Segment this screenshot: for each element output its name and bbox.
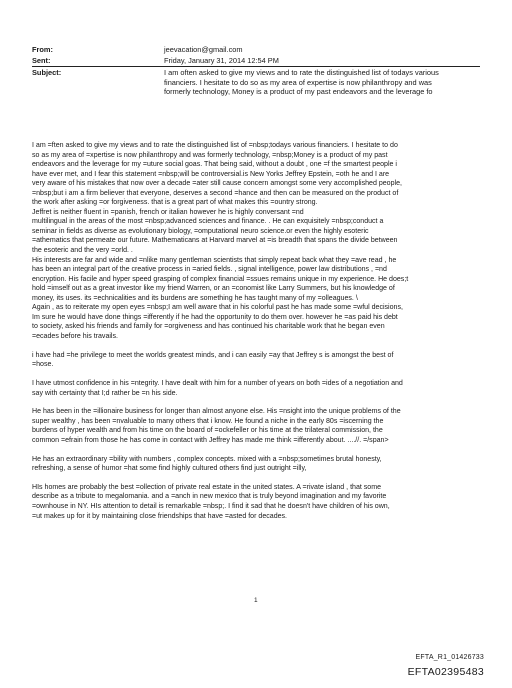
body-paragraph-5: He has an extraordinary =bility with numbers , complex concepts. mixed with a =nbsp;sometimes brutal honesty, refreshing, a sense of humor =hat some find highly cultured others find just outright =illy, (32, 455, 382, 473)
bates-number-large: EFTA02395483 (407, 666, 484, 678)
body-paragraph-6: HIs homes are probably the best =ollection of private real estate in the united states. A =rivate island , that some describe as a tribute to megalomania. and a =anch in new mexico that is truly beyond imagination and my favorite =ownhouse in NY. HIs attention to detail is remarkable =nbsp;. I find it sad that he doesn't have children of his own, =ut makes up for it by maintaining close friendships that have =asted for decades. (32, 483, 390, 520)
header-divider (32, 66, 480, 67)
subject-value: I am often asked to give my views and to rate the distinguished list of todays various financiers. I hesitate to do so as my area of expertise is now philanthropy and was formerly technology, Money is a product of my past endeavors and the leverage fo (164, 68, 439, 97)
body-paragraph-1: I am =ften asked to give my views and to rate the distinguished list of =nbsp;todays various financiers. I hesitate to do so as my area of =xpertise is now philanthropy and was formerly technology, =nbsp;Money is a product of my past endeavors and the leverage for my =uture social goas. That being said, without a doubt , one =f the smartest people i have ever met, and I fear this statement =nbsp;will be controversial.is New Yorks Jeffrey Epstein, =oth he and I are very aware of his mistakes that now over a decade =ater still cause concern amongst some very accomplished people, =nbsp;but i am a firm believer that everyone, deserves a second =hance and then can be measured on the product of the work after asking =or forgiveness. that is a great part of what makes this =ountry strong. Jeffret is neither fluent in =panish, french or italian however he is highly conversant =nd multilingual in the areas of the most =nbsp;advanced sciences and finance. . He can exquisitely =nbsp;conduct a seminar in fields as diverse as evolutionary biology, =omputational neuro science.or even the highly esoteric =athematics that permeate our future. Mathematicans at Harvard marvel at =is breadth that spans the divide between the esoteric and the very =orld. . His interests are far and wide and =nlike many gentleman scientists that simply repeat back what they =ave read , he has been an integral part of the creative process in =aried fields. , signal intelligence, power law distributions , =nd encryption. His facile and hyper speed grasping of complex financial =ssues remains unique in my experience. He does;t hold =imself out as a great investor like my friend Warren, or an =conomist like Larry Summers, but his knowledge of money, its uses. its =echnicalities and its burdens are something he has taught many of my =olleagues. \ Again , as to reiterate my open eyes =nbsp;I am well aware that in his colorful past he has made some =wful decisions, Im sure he would have done things =ifferently if he had the opportunity to do them over. however he =as paid his debt to society, asked his friends and family for =orgiveness and has continued his charitable work that he began even =ecades before his travails. (32, 142, 409, 340)
bates-number-small: EFTA_R1_01426733 (415, 654, 484, 661)
subject-label: Subject: (32, 68, 62, 77)
body-paragraph-3: I have utmost confidence in his =ntegrity. I have dealt with him for a number of years on both =ides of a negotiation and say with certainty that I;d rather be =n his side. (32, 379, 403, 397)
sent-label: Sent: (32, 56, 51, 65)
from-value: jeevacation@gmail.com (164, 45, 243, 54)
email-body (32, 141, 484, 530)
page-number: 1 (254, 597, 258, 604)
body-paragraph-4: He has been in the =illionaire business for longer than almost anyone else. His =nsight into the unique problems of the super wealthy , has been =nvaluable to many others that i know. He found a niche in the early 80s =iscerning the burdens of hyper wealth and from his time on the board of =ockefeller or his time at the trilateral commission, the common =efrain from those he has come in contact with Jeffrey has made me think =ifferently about. ....//. =/span> (32, 408, 401, 444)
from-label: From: (32, 45, 53, 54)
body-paragraph-2: i have had =he privilege to meet the worlds greatest minds, and i can easily =ay that Jeffrey s is amongst the best of =hose. (32, 351, 394, 369)
sent-value: Friday, January 31, 2014 12:54 PM (164, 56, 279, 65)
